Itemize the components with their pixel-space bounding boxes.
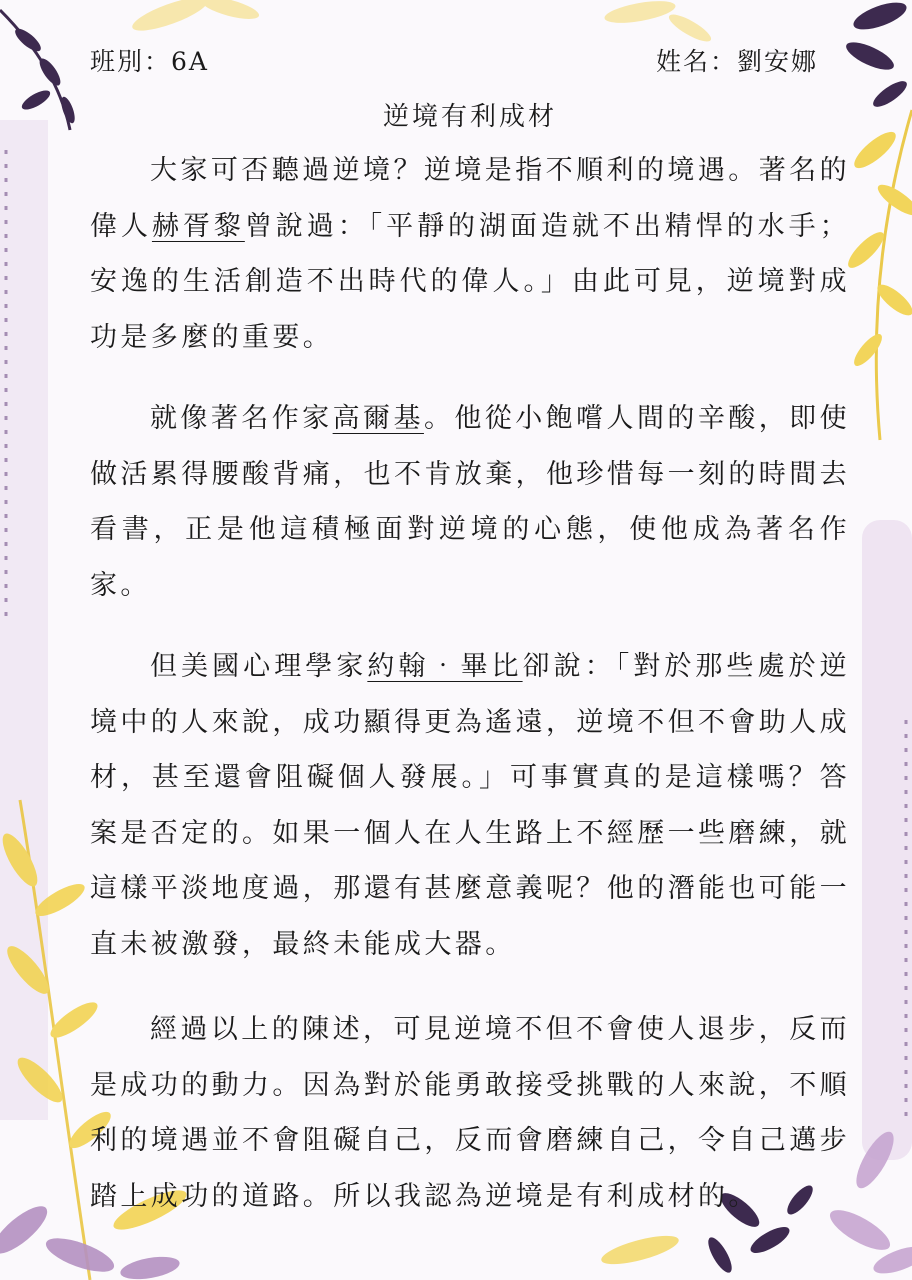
person-name-huxley: 赫胥黎	[151, 210, 245, 242]
essay-title: 逆境有利成材	[382, 102, 557, 132]
person-name-beebe: 約翰‧畢比	[367, 651, 523, 682]
essay-sheet	[90, 40, 850, 1224]
class-label: 班別：6A	[90, 47, 209, 76]
right-yellow-fern-icon	[843, 110, 912, 440]
header-row	[90, 40, 850, 80]
top-right-leaves-icon	[843, 0, 911, 111]
paragraph-2-text-a: 就像著名作家	[150, 403, 333, 434]
paragraph-2	[90, 391, 850, 613]
paragraph-1	[90, 143, 850, 365]
student-name-label: 姓名：劉安娜	[655, 47, 818, 76]
paragraph-4: 經過以上的陳述，可見逆境不但不會使人退步，反而是成功的動力。因為對於能勇敢接受挑戰的人來說，不順利的境遇並不會阻礙自己，反而會磨練自己，令自己邁步踏上成功的道路。所以我認為逆境是有利成材的。	[90, 1014, 850, 1212]
paragraph-3-text-a: 但美國心理學家	[150, 651, 368, 682]
paragraph-1-text-a: 大家可否聽過逆境？逆境是指不順利的境遇。著名的偉人	[90, 155, 850, 242]
paragraph-3	[90, 639, 850, 972]
paragraph-2-text-b: 。他從小飽嚐人間的辛酸，即使做活累得腰酸背痛，也不肯放棄，他珍惜每一刻的時間去看書，正是他這積極面對逆境的心態，使他成為著名作家。	[90, 403, 850, 601]
paragraph-1-text-b: 曾說過：「平靜的湖面造就不出精悍的水手；安逸的生活創造不出時代的偉人。」由此可見，逆境對成功是多麼的重要。	[90, 210, 851, 353]
paragraph-3-text-b: 卻說：「對於那些處於逆境中的人來說，成功顯得更為遙遠，逆境不但不會助人成材，甚至還會阻礙個人發展。」可事實真的是這樣嗎？答案是否定的。如果一個人在人生路上不經歷一些磨練，就這樣平淡地度過，那還有甚麼意義呢？他的潛能也可能一直未被激發，最終未能成大器。	[90, 651, 850, 960]
top-left-leaves-icon	[0, 10, 77, 130]
person-name-gorky: 高爾基	[332, 403, 424, 434]
